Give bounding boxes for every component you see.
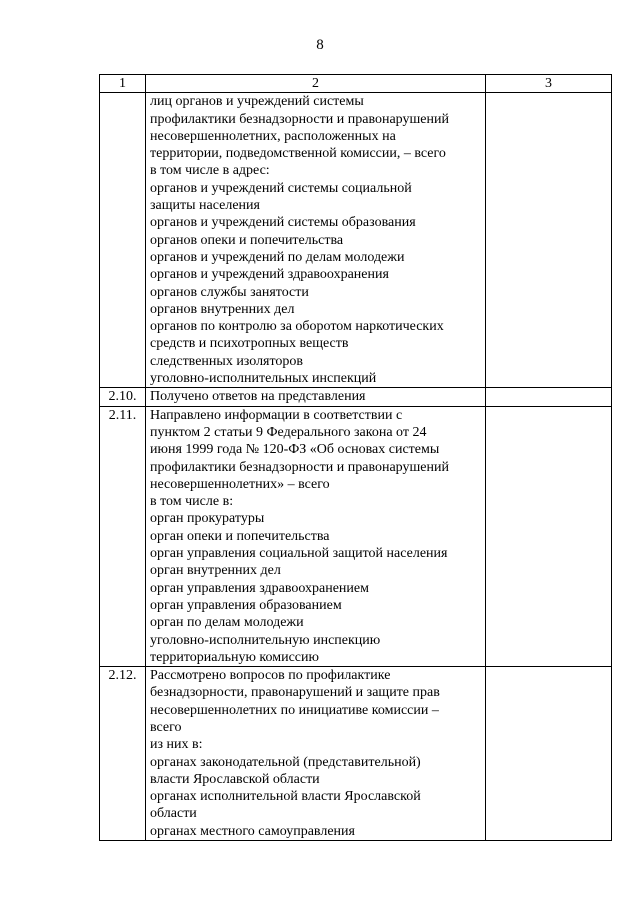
description-line: органов и учреждений здравоохранения [150,267,389,283]
header-col-1: 1 [100,75,146,93]
table-row [100,406,612,666]
description-line: органах местного самоуправления [150,823,355,839]
description-line: органов и учреждений по делам молодежи [150,249,405,265]
description-line: Рассмотрено вопросов по профилактике [150,668,391,684]
page-number: 8 [316,37,324,53]
description-line: орган внутренних дел [150,563,281,579]
description-line: следственных изоляторов [150,353,304,369]
row-value [486,406,612,666]
description-line: защиты населения [150,198,260,214]
row-value [486,93,612,388]
row-number: 2.12. [100,667,146,841]
description-line: орган управления здравоохранением [150,580,369,596]
description-line: Получено ответов на представления [150,389,366,405]
table-row [100,667,612,841]
report-table [99,74,612,841]
row-description [146,388,486,406]
table-row [100,388,612,406]
description-line: профилактики безнадзорности и правонарушений [150,459,449,475]
description-line: из них в: [150,737,203,753]
description-line: Направлено информации в соответствии с [150,407,403,423]
description-line: органов и учреждений системы образования [150,215,416,231]
table-header-row [100,75,612,93]
row-value [486,667,612,841]
row-description [146,93,486,388]
description-line: орган опеки и попечительства [150,528,330,544]
description-line: средств и психотропных веществ [150,336,349,352]
description-line: органов внутренних дел [150,301,295,317]
description-line: несовершеннолетних» – всего [150,476,330,492]
description-line: области [150,806,197,822]
row-description [146,667,486,841]
description-line: органах исполнительной власти Ярославской [150,789,421,805]
description-line: органов опеки и попечительства [150,232,344,248]
table-row [100,93,612,388]
description-line: в том числе в: [150,494,234,510]
description-line: органах законодательной (представительной) [150,754,421,770]
description-line: власти Ярославской области [150,771,320,787]
description-line: несовершеннолетних, расположенных на [150,128,396,144]
description-line: в том числе в адрес: [150,163,270,179]
description-line: пунктом 2 статьи 9 Федерального закона от 24 [150,424,427,440]
description-line: уголовно-исполнительных инспекций [150,371,377,387]
description-line: территории, подведомственной комиссии, – всего [150,146,446,162]
description-line: всего [150,719,182,735]
description-line: орган управления образованием [150,597,342,613]
description-line: орган прокуратуры [150,511,265,527]
description-line: орган по делам молодежи [150,615,304,631]
description-line: территориальную комиссию [150,649,319,665]
description-line: уголовно-исполнительную инспекцию [150,632,381,648]
description-line: органов и учреждений системы социальной [150,180,412,196]
header-col-2: 2 [146,75,486,93]
description-line: несовершеннолетних по инициативе комиссии – [150,702,439,718]
description-line: органов по контролю за оборотом наркотических [150,319,444,335]
row-description [146,406,486,666]
header-col-3: 3 [486,75,612,93]
description-line: лиц органов и учреждений системы [150,94,364,110]
description-line: июня 1999 года № 120-ФЗ «Об основах системы [150,442,440,458]
description-line: профилактики безнадзорности и правонарушений [150,111,449,127]
row-number: 2.11. [100,406,146,666]
description-line: органов службы занятости [150,284,309,300]
row-value [486,388,612,406]
row-number [100,93,146,388]
description-line: орган управления социальной защитой населения [150,546,448,562]
description-line: безнадзорности, правонарушений и защите прав [150,685,440,701]
row-number: 2.10. [100,388,146,406]
